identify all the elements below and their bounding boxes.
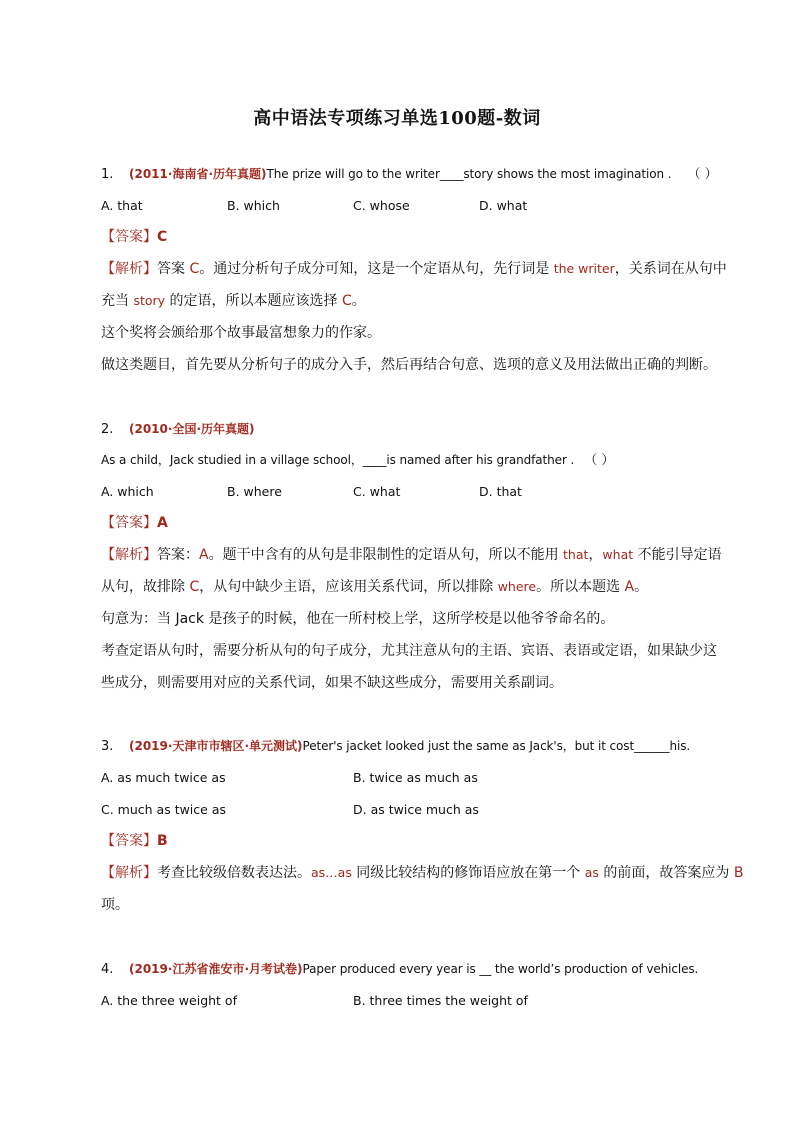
option-d: D. as twice much as [353, 802, 479, 817]
question-source: (2010·全国·历年真题) [129, 422, 255, 436]
question-3-header [101, 737, 741, 756]
answer-label: 【答案】 [101, 515, 157, 531]
analysis-line-2 [101, 578, 741, 596]
answer-line [101, 228, 741, 246]
analysis-line-5: 些成分，则需要用对应的关系代词，如果不缺这些成分，需要用关系副词。 [101, 675, 563, 691]
analysis-text: 答案 [157, 261, 190, 277]
question-source: (2019·天津市市辖区·单元测试) [129, 739, 303, 753]
analysis-keyword: where [497, 579, 537, 594]
option-d: D. what [479, 198, 528, 213]
analysis-text: 。 [351, 293, 366, 309]
option-a: A. which [101, 484, 154, 499]
analysis-text: ， [588, 547, 603, 563]
analysis-keyword: that [563, 547, 589, 562]
analysis-keyword: story [133, 293, 166, 308]
analysis-keyword: C [189, 261, 200, 277]
option-b: B. three times the weight of [353, 993, 528, 1008]
analysis-line-4: 考查定语从句时，需要分析从句的句子成分，尤其注意从句的主语、宾语、表语或定语，如果缺少这 [101, 643, 717, 659]
answer-label: 【答案】 [101, 833, 157, 849]
analysis-keyword: what [602, 547, 634, 562]
analysis-label: 【解析】 [101, 865, 157, 881]
analysis-line-3: 这个奖将会颁给那个故事最富想象力的作家。 [101, 325, 381, 341]
question-source: (2019·江苏省淮安市·月考试卷) [129, 962, 303, 976]
answer-paren: （ ） [687, 167, 718, 182]
option-b: B. twice as much as [353, 770, 478, 785]
analysis-text: 的前面，故答案应为 [598, 865, 734, 881]
analysis-text: 。 [634, 579, 649, 595]
analysis-text: 同级比较结构的修饰语应放在第一个 [351, 865, 585, 881]
analysis-keyword: as [584, 865, 599, 880]
analysis-keyword: B [733, 865, 744, 881]
question-number: 2. [101, 422, 114, 437]
analysis-keyword: A [624, 579, 635, 595]
analysis-text: 充当 [101, 293, 134, 309]
analysis-keyword: as…as [311, 865, 352, 880]
option-a: A. that [101, 198, 143, 213]
analysis-line-4: 做这类题目，首先要从分析句子的成分入手，然后再结合句意、选项的意义及用法做出正确的判断。 [101, 357, 717, 373]
question-number: 1. [101, 167, 114, 182]
question-2-header [101, 420, 741, 439]
option-c: C. much as twice as [101, 802, 226, 817]
option-b: B. where [227, 484, 282, 499]
analysis-keyword: the writer [553, 261, 615, 276]
analysis-text: 。通过分析句子成分可知，这是一个定语从句，先行词是 [199, 261, 554, 277]
analysis-line-1 [101, 260, 741, 278]
option-b: B. which [227, 198, 280, 213]
analysis-text: 。题干中含有的从句是非限制性的定语从句，所以不能用 [208, 547, 564, 563]
analysis-keyword: A [199, 547, 209, 563]
question-stem: As a child，Jack studied in a village school，____is named after his grandfather . [101, 453, 575, 467]
question-stem: Peter's jacket looked just the same as Jack's，but it cost______his. [302, 739, 691, 753]
analysis-text: 考查比较级倍数表达法。 [157, 865, 311, 881]
option-a: A. the three weight of [101, 993, 237, 1008]
analysis-label: 【解析】 [101, 547, 157, 563]
analysis-line-2 [101, 292, 741, 310]
analysis-text: 的定语，所以本题应该选择 [165, 293, 342, 309]
answer-line [101, 832, 741, 850]
option-c: C. whose [353, 198, 410, 213]
analysis-keyword: C [189, 579, 200, 595]
analysis-text: ，关系词在从句中 [614, 261, 727, 277]
answer-value: C [157, 229, 168, 245]
answer-label: 【答案】 [101, 229, 157, 245]
analysis-line-1 [101, 864, 744, 882]
analysis-line-1 [101, 546, 741, 564]
question-number: 4. [101, 962, 114, 977]
analysis-keyword: C [341, 293, 352, 309]
analysis-text: 。所以本题选 [536, 579, 625, 595]
option-a: A. as much twice as [101, 770, 226, 785]
answer-line [101, 514, 741, 532]
analysis-text: 不能引导定语 [633, 547, 722, 563]
question-1-header [101, 165, 741, 184]
question-stem: Paper produced every year is __ the world’s production of vehicles. [302, 962, 699, 976]
question-stem: The prize will go to the writer____story shows the most imagination . [266, 167, 672, 181]
analysis-label: 【解析】 [101, 261, 157, 277]
answer-paren: （ ） [584, 453, 615, 468]
answer-value: B [157, 833, 168, 849]
analysis-text: 答案： [157, 547, 199, 563]
analysis-line-2: 项。 [101, 897, 129, 913]
analysis-line-3: 句意为：当 Jack 是孩子的时候，他在一所村校上学，这所学校是以他爷爷命名的。 [101, 611, 615, 627]
option-d: D. that [479, 484, 522, 499]
page-title: 高中语法专项练习单选100题-数词 [253, 108, 541, 129]
analysis-text: ，从句中缺少主语，应该用关系代词，所以排除 [199, 579, 498, 595]
answer-value: A [157, 515, 168, 531]
question-2-stem-line [101, 451, 741, 470]
question-4-header [101, 960, 741, 979]
option-c: C. what [353, 484, 401, 499]
question-number: 3. [101, 739, 114, 754]
analysis-text: 从句，故排除 [101, 579, 190, 595]
question-source: (2011·海南省·历年真题) [129, 167, 267, 181]
